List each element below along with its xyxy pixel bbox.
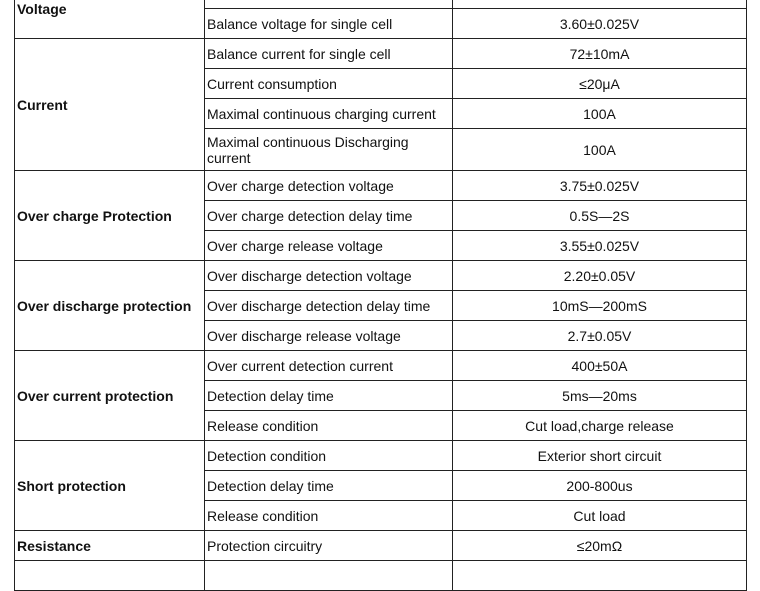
parameter-cell: Detection delay time <box>205 471 453 501</box>
category-cell: Over current protection <box>15 351 205 441</box>
parameter-cell: Current consumption <box>205 69 453 99</box>
value-cell: Cut load <box>453 501 747 531</box>
parameter-cell <box>205 561 453 591</box>
value-cell: Cut load,charge release <box>453 411 747 441</box>
parameter-cell: Over discharge release voltage <box>205 321 453 351</box>
table-row <box>15 441 747 471</box>
value-cell <box>453 561 747 591</box>
parameter-cell: Over charge detection voltage <box>205 171 453 201</box>
value-cell: 3.75±0.025V <box>453 171 747 201</box>
parameter-cell: Maximal continuous Discharging current <box>205 129 453 171</box>
value-cell: 72±10mA <box>453 39 747 69</box>
spec-table <box>14 0 747 591</box>
value-cell: 3.60±0.025V <box>453 9 747 39</box>
table-row <box>15 351 747 381</box>
parameter-cell: Over charge detection delay time <box>205 201 453 231</box>
category-cell: Current <box>15 39 205 171</box>
category-cell: Voltage <box>15 0 205 39</box>
parameter-cell: Balance voltage for single cell <box>205 9 453 39</box>
table-row <box>15 531 747 561</box>
value-cell: 400±50A <box>453 351 747 381</box>
value-cell: 2.20±0.05V <box>453 261 747 291</box>
parameter-cell: Over discharge detection voltage <box>205 261 453 291</box>
parameter-cell: Over charge release voltage <box>205 231 453 261</box>
value-cell <box>453 0 747 9</box>
value-cell: ≤20mΩ <box>453 531 747 561</box>
value-cell: 200-800us <box>453 471 747 501</box>
parameter-cell <box>205 0 453 9</box>
parameter-cell: Over discharge detection delay time <box>205 291 453 321</box>
table-row <box>15 39 747 69</box>
category-cell: Over charge Protection <box>15 171 205 261</box>
parameter-cell: Detection delay time <box>205 381 453 411</box>
category-cell: Short protection <box>15 441 205 531</box>
table-row <box>15 0 747 9</box>
category-cell: Over discharge protection <box>15 261 205 351</box>
parameter-cell: Maximal continuous charging current <box>205 99 453 129</box>
parameter-cell: Release condition <box>205 501 453 531</box>
value-cell: 0.5S—2S <box>453 201 747 231</box>
spec-table-body <box>15 0 747 591</box>
parameter-cell: Over current detection current <box>205 351 453 381</box>
parameter-cell: Balance current for single cell <box>205 39 453 69</box>
parameter-cell: Release condition <box>205 411 453 441</box>
table-row <box>15 261 747 291</box>
value-cell: ≤20μA <box>453 69 747 99</box>
value-cell: 5ms—20ms <box>453 381 747 411</box>
category-cell: Resistance <box>15 531 205 561</box>
category-cell <box>15 561 205 591</box>
value-cell: 100A <box>453 99 747 129</box>
parameter-cell: Protection circuitry <box>205 531 453 561</box>
value-cell: 100A <box>453 129 747 171</box>
value-cell: Exterior short circuit <box>453 441 747 471</box>
parameter-cell: Detection condition <box>205 441 453 471</box>
table-row <box>15 171 747 201</box>
table-row <box>15 561 747 591</box>
value-cell: 3.55±0.025V <box>453 231 747 261</box>
value-cell: 2.7±0.05V <box>453 321 747 351</box>
value-cell: 10mS—200mS <box>453 291 747 321</box>
